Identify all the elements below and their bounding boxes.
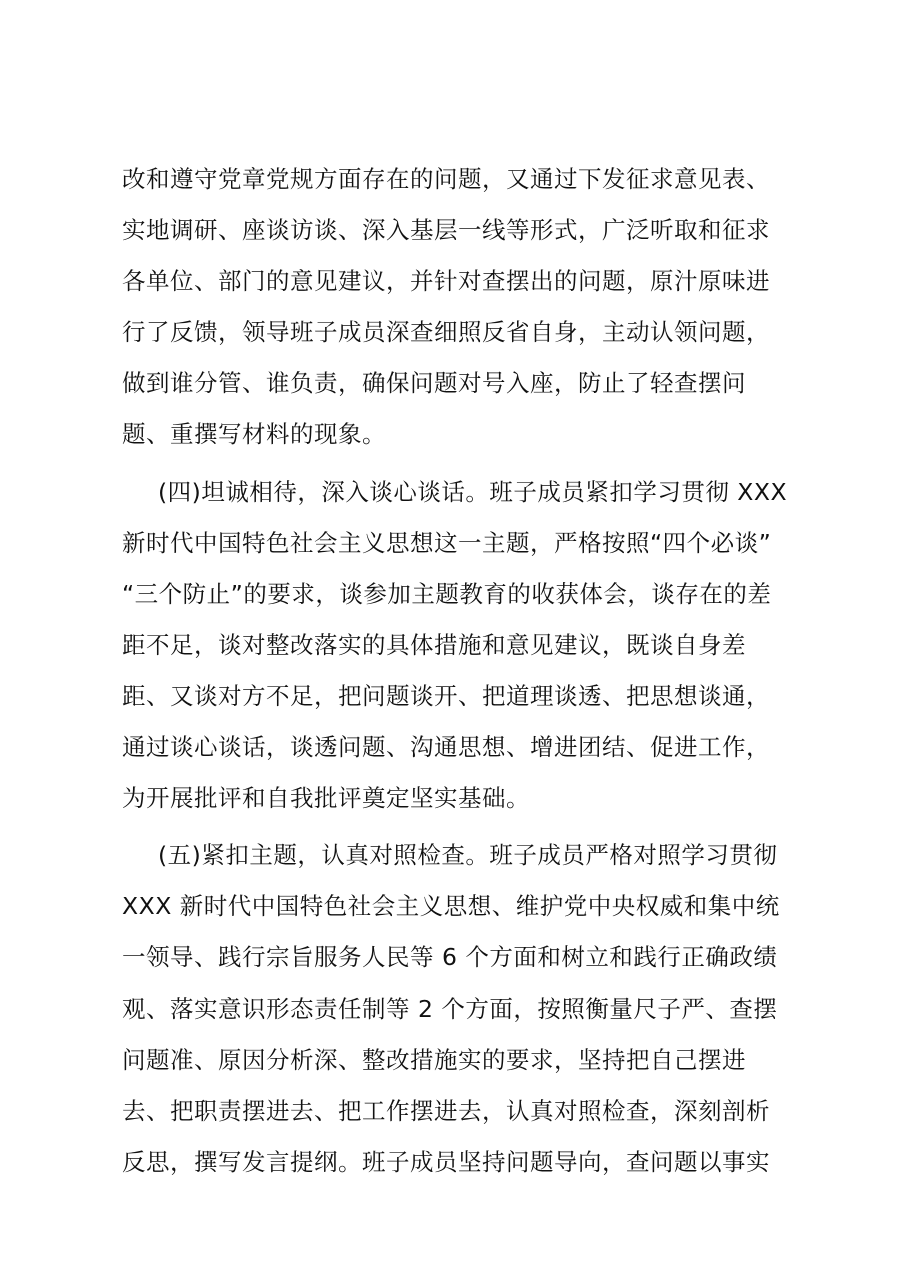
text-line: 新时代中国特色社会主义思想这一主题，严格按照“四个必谈”	[122, 528, 772, 557]
text-line: 问题准、原因分析深、整改措施实的要求，坚持把自己摆进	[122, 1045, 746, 1074]
text-line: 实地调研、座谈访谈、深入基层一线等形式，广泛听取和征求	[122, 216, 770, 245]
text-line: 距、又谈对方不足，把问题谈开、把道理谈透、把思想谈通，	[122, 681, 770, 710]
text-line: (四)坦诚相待，深入谈心谈话。班子成员紧扣学习贯彻 XXX	[158, 477, 788, 506]
text-line: 为开展批评和自我批评奠定坚实基础。	[122, 784, 530, 813]
text-line: XXX 新时代中国特色社会主义思想、维护党中央权威和集中统	[122, 892, 780, 921]
text-line: 题、重撰写材料的现象。	[122, 420, 386, 449]
text-line: (五)紧扣主题，认真对照检查。班子成员严格对照学习贯彻	[158, 841, 778, 870]
paragraph-1	[122, 154, 812, 461]
text-line: 改和遵守党章党规方面存在的问题，又通过下发征求意见表、	[122, 165, 770, 193]
text-line: 去、把职责摆进去、把工作摆进去，认真对照检查，深刻剖析	[122, 1096, 770, 1125]
text-line: 各单位、部门的意见建议，并针对查摆出的问题，原汁原味进	[122, 267, 770, 296]
paragraph-2	[122, 467, 812, 825]
text-line: 距不足，谈对整改落实的具体措施和意见建议，既谈自身差	[122, 630, 746, 659]
text-line: 行了反馈，领导班子成员深查细照反省自身，主动认领问题，	[122, 318, 770, 347]
paragraph-3	[122, 830, 812, 1188]
text-line: 一领导、践行宗旨服务人民等 6 个方面和树立和践行正确政绩	[122, 943, 778, 972]
text-line: 通过谈心谈话，谈透问题、沟通思想、增进团结、促进工作，	[122, 733, 770, 762]
text-line: 做到谁分管、谁负责，确保问题对号入座，防止了轻查摆问	[122, 369, 746, 398]
document-body	[122, 154, 812, 1188]
text-line: “三个防止”的要求，谈参加主题教育的收获体会，谈存在的差	[122, 579, 772, 608]
text-line: 反思，撰写发言提纲。班子成员坚持问题导向，查问题以事实	[122, 1147, 770, 1176]
text-line: 观、落实意识形态责任制等 2 个方面，按照衡量尺子严、查摆	[122, 994, 778, 1023]
